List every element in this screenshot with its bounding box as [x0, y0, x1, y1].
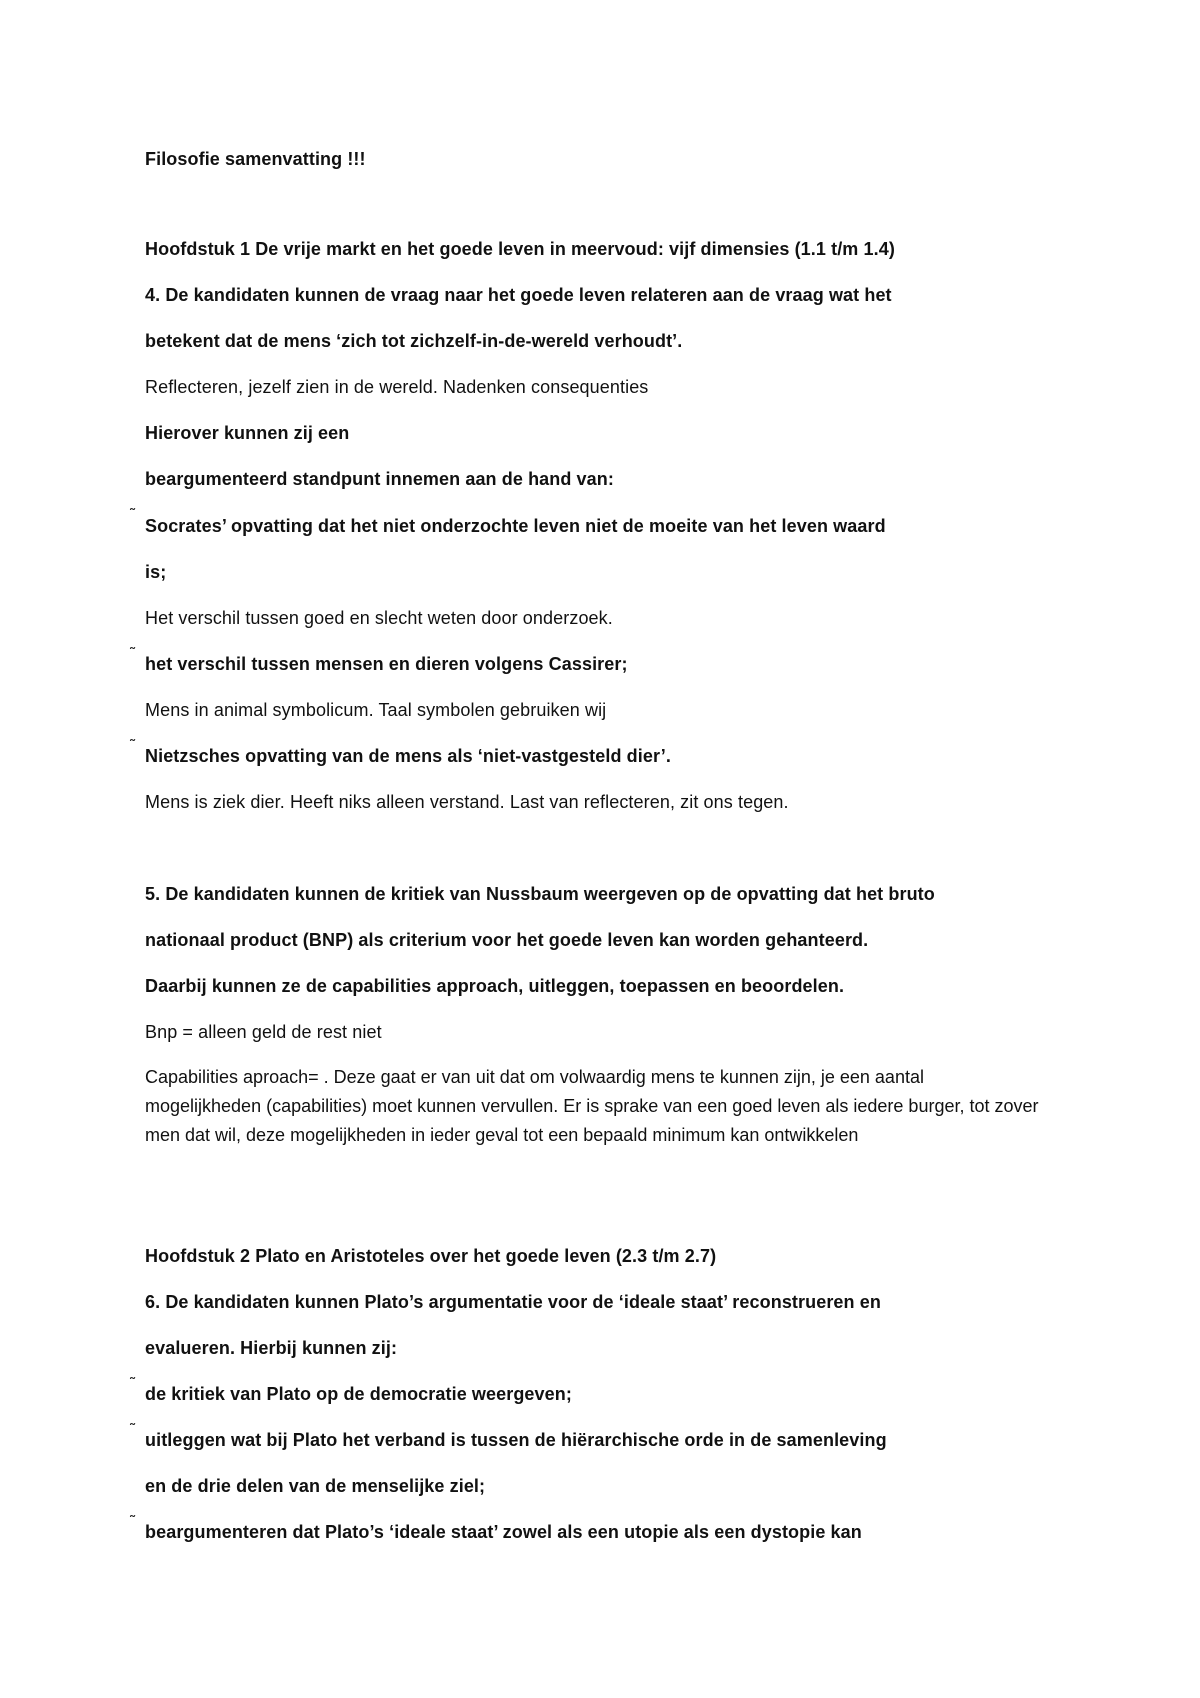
objective-5-line-3: Daarbij kunnen ze de capabilities approach, uitleggen, toepassen en beoordelen. — [145, 976, 845, 996]
document-title: Filosofie samenvatting !!! — [145, 149, 366, 169]
bullet-plato-utopia: beargumenteren dat Plato’s ‘ideale staat’ zowel als een utopie als een dystopie kan — [145, 1522, 862, 1542]
bullet-mark-icon: ˜ — [130, 644, 135, 660]
objective-4-line-2: betekent dat de mens ‘zich tot zichzelf-in-de-wereld verhoudt’. — [145, 331, 683, 351]
note-capabilities: Capabilities aproach= . Deze gaat er van uit dat om volwaardig mens te kunnen zijn, je een aantal mogelijkheden (capabilities) moet kunnen vervullen. Er is sprake van een goed leven als iedere burger, tot zover men dat wil, deze mogelijkheden in ieder geval tot een bepaald minimum kan ontwikkelen — [145, 1067, 1039, 1145]
bullet-nietzsche: Nietzsches opvatting van de mens als ‘niet-vastgesteld dier’. — [145, 746, 671, 766]
bullet-plato-democracy: de kritiek van Plato op de democratie weergeven; — [145, 1384, 572, 1404]
objective-4-line-1: 4. De kandidaten kunnen de vraag naar het goede leven relateren aan de vraag wat het — [145, 285, 892, 305]
objective-5-line-2: nationaal product (BNP) als criterium voor het goede leven kan worden gehanteerd. — [145, 930, 869, 950]
bullet-mark-icon: ˜ — [130, 505, 135, 521]
bullet-socrates-line-1: Socrates’ opvatting dat het niet onderzochte leven niet de moeite van het leven waard — [145, 516, 886, 536]
objective-6-line-1: 6. De kandidaten kunnen Plato’s argumentatie voor de ‘ideale staat’ reconstrueren en — [145, 1292, 881, 1312]
bullet-plato-order-line-1: uitleggen wat bij Plato het verband is tussen de hiërarchische orde in de samenleving — [145, 1430, 887, 1450]
objective-5-line-1: 5. De kandidaten kunnen de kritiek van Nussbaum weergeven op de opvatting dat het bruto — [145, 884, 935, 904]
note-bnp: Bnp = alleen geld de rest niet — [145, 1022, 382, 1042]
bullet-plato-order-line-2: en de drie delen van de menselijke ziel; — [145, 1476, 486, 1496]
note-cassirer: Mens in animal symbolicum. Taal symbolen gebruiken wij — [145, 700, 607, 720]
objective-4-line-3: Hierover kunnen zij een — [145, 423, 350, 443]
chapter-2-heading: Hoofdstuk 2 Plato en Aristoteles over het goede leven (2.3 t/m 2.7) — [145, 1246, 717, 1266]
bullet-mark-icon: ˜ — [130, 736, 135, 752]
bullet-mark-icon: ˜ — [130, 1420, 135, 1436]
objective-4-line-4: beargumenteerd standpunt innemen aan de hand van: — [145, 469, 614, 489]
bullet-mark-icon: ˜ — [130, 1374, 135, 1390]
bullet-mark-icon: ˜ — [130, 1512, 135, 1528]
bullet-socrates-line-2: is; — [145, 562, 167, 582]
note-reflect: Reflecteren, jezelf zien in de wereld. Nadenken consequenties — [145, 377, 649, 397]
bullet-cassirer: het verschil tussen mensen en dieren volgens Cassirer; — [145, 654, 628, 674]
objective-6-line-2: evalueren. Hierbij kunnen zij: — [145, 1338, 398, 1358]
chapter-1-heading: Hoofdstuk 1 De vrije markt en het goede leven in meervoud: vijf dimensies (1.1 t/m 1.4) — [145, 239, 895, 259]
note-socrates: Het verschil tussen goed en slecht weten door onderzoek. — [145, 608, 613, 628]
note-nietzsche: Mens is ziek dier. Heeft niks alleen verstand. Last van reflecteren, zit ons tegen. — [145, 792, 789, 812]
